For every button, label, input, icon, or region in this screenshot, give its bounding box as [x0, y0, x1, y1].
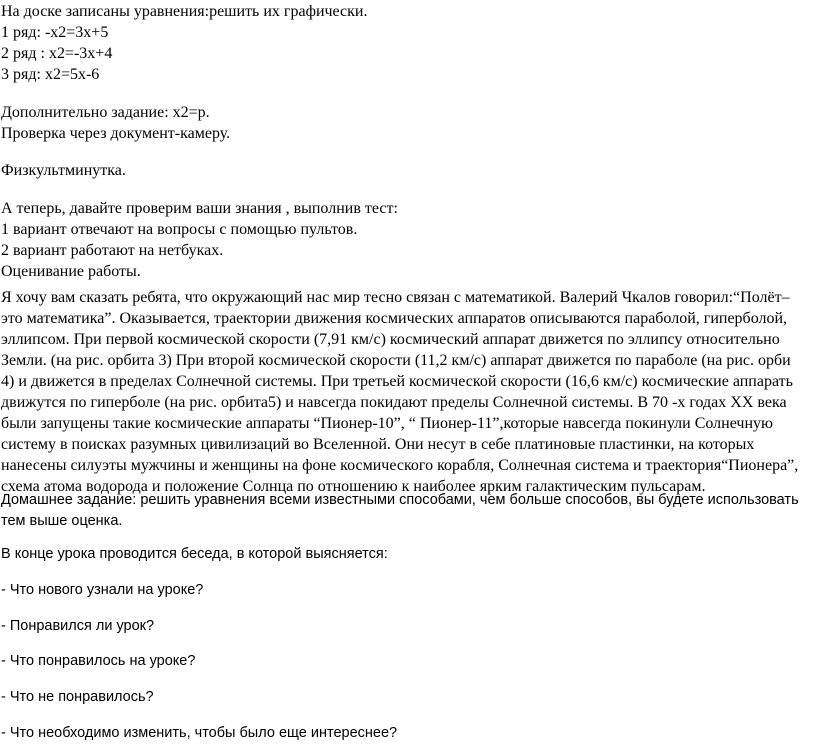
physical-break-line: Физкультминутка. [1, 162, 126, 179]
check-camera-line: Проверка через документ-камеру. [1, 125, 231, 142]
conversation-intro: В конце урока проводится беседа, в которой выясняется: [1, 546, 388, 562]
paragraph-line: эллипсом. При первой космической скорости (7,91 км/с) космический аппарат движется по эллипсу относительно [1, 331, 780, 348]
paragraph-line: схема атома водорода и положение Солнца по отношению к наиболее ярким галактическим пульсарам. [1, 478, 706, 495]
paragraph-line: систему в поисках разумных цивилизаций во Вселенной. Они несут в себе платиновые пластинки, на которых [1, 436, 755, 453]
homework-block [1, 492, 816, 534]
test-intro-line: А теперь, давайте проверим ваши знания , выполнив тест: [1, 200, 398, 217]
paragraph-line: нанесены силуэты мужчины и женщины на фоне космического корабля, Солнечная система и траектория“Пионера”, [1, 457, 799, 474]
variant-1-line: 1 вариант отвечают на вопросы с помощью пультов. [1, 221, 358, 238]
paragraph-line: были запущены такие космические аппараты “Пионер-10”, “ Пионер-11”,которые навсегда покинули Солнечную [1, 415, 773, 432]
question-item: - Что понравилось на уроке? [1, 653, 196, 669]
homework-line: тем выше оценка. [1, 513, 123, 529]
paragraph-line: движутся по гиперболе (на рис. орбита5) и навсегда покидают пределы Солнечной системы. В 70 -х годах XX века [1, 394, 787, 411]
task-intro-line: На доске записаны уравнения:решить их графически. [1, 3, 368, 20]
question-item: - Что необходимо изменить, чтобы было еще интереснее? [1, 725, 398, 741]
paragraph-line: 4) и движется в пределах Солнечной системы. При третьей космической скорости (16,6 км/с) космические аппарать [1, 373, 793, 390]
chkalov-paragraph [1, 287, 816, 497]
row-1-equation: 1 ряд: -х2=3х+5 [1, 24, 109, 41]
row-2-equation: 2 ряд : х2=-3х+4 [1, 45, 113, 62]
extra-task-line: Дополнительно задание: х2=р. [1, 104, 210, 121]
paragraph-line: Я хочу вам сказать ребята, что окружающий нас мир тесно связан с математикой. Валерий Чкалов говорил:“Полёт– [1, 289, 790, 306]
row-3-equation: 3 ряд: х2=5х-6 [1, 66, 100, 83]
question-item: - Что нового узнали на уроке? [1, 582, 204, 598]
homework-line: Домашнее задание: решить уравнения всеми известными способами, чем больше способов, вы будете использовать [1, 492, 799, 508]
question-item: - Понравился ли урок? [1, 618, 155, 634]
question-item: - Что не понравилось? [1, 689, 154, 705]
paragraph-line: Земли. (на рис. орбита 3) При второй космической скорости (11,2 км/с) аппарат движется по параболе (на рис. орби [1, 352, 791, 369]
variant-2-line: 2 вариант работают на нетбуках. [1, 242, 224, 259]
grading-line: Оценивание работы. [1, 263, 141, 280]
paragraph-line: это математика”. Оказывается, траектории движения космических аппаратов описываются параболой, гиперболой, [1, 310, 788, 327]
